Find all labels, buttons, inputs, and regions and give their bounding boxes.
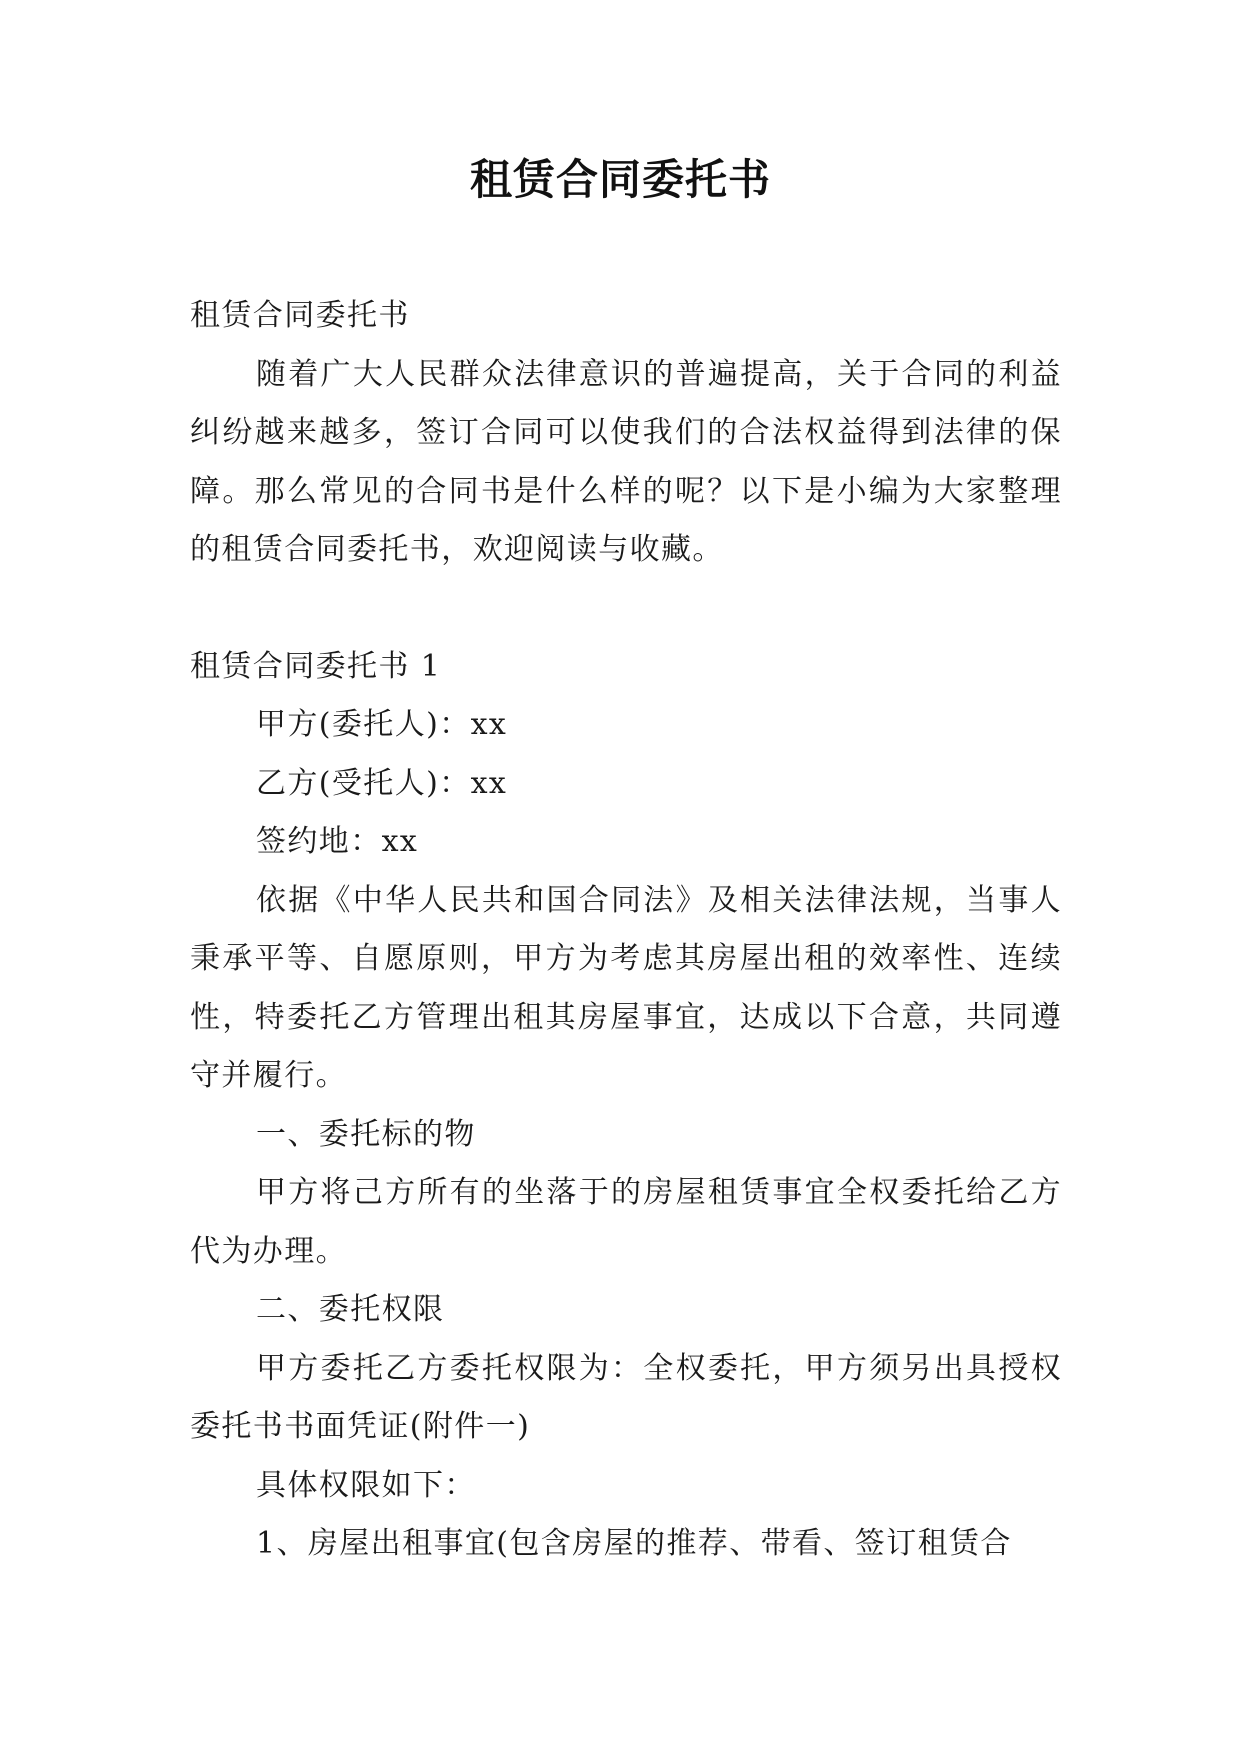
permission-item-1: 1、房屋出租事宜(包含房屋的推荐、带看、签订租赁合: [256, 1526, 1012, 1561]
basis-paragraph: 依据《中华人民共和国合同法》及相关法律法规，当事人秉承平等、自愿原则，甲方为考虑其房屋出租的效率性、连续性，特委托乙方管理出租其房屋事宜，达成以下合意，共同遵守并履行。: [190, 882, 1062, 1093]
clause-body-1: 甲方将己方所有的坐落于的房屋租赁事宜全权委托给乙方代为办理。: [190, 1175, 1062, 1269]
clause-body-2: 甲方委托乙方委托权限为：全权委托，甲方须另出具授权委托书书面凭证(附件一): [190, 1350, 1062, 1444]
permissions-heading: 具体权限如下：: [256, 1467, 476, 1503]
clause-heading-2: 二、委托权限: [256, 1292, 445, 1327]
section-heading: 租赁合同委托书 1: [190, 648, 442, 684]
signing-place-line: 签约地：xx: [256, 824, 419, 859]
party-b-line: 乙方(受托人)：xx: [256, 765, 508, 801]
subtitle-paragraph: 租赁合同委托书: [190, 298, 410, 333]
paragraph-gap: [190, 580, 1062, 638]
party-a-line: 甲方(委托人)：xx: [256, 707, 508, 742]
document-title: 租赁合同委托书: [469, 155, 771, 204]
document-body: [190, 287, 1062, 1574]
clause-heading-1: 一、委托标的物: [256, 1116, 476, 1152]
intro-paragraph: 随着广大人民群众法律意识的普遍提高，关于合同的利益纠纷越来越多，签订合同可以使我们的合法权益得到法律的保障。那么常见的合同书是什么样的呢？以下是小编为大家整理的租赁合同委托书，欢迎阅读与收藏。: [190, 356, 1062, 567]
